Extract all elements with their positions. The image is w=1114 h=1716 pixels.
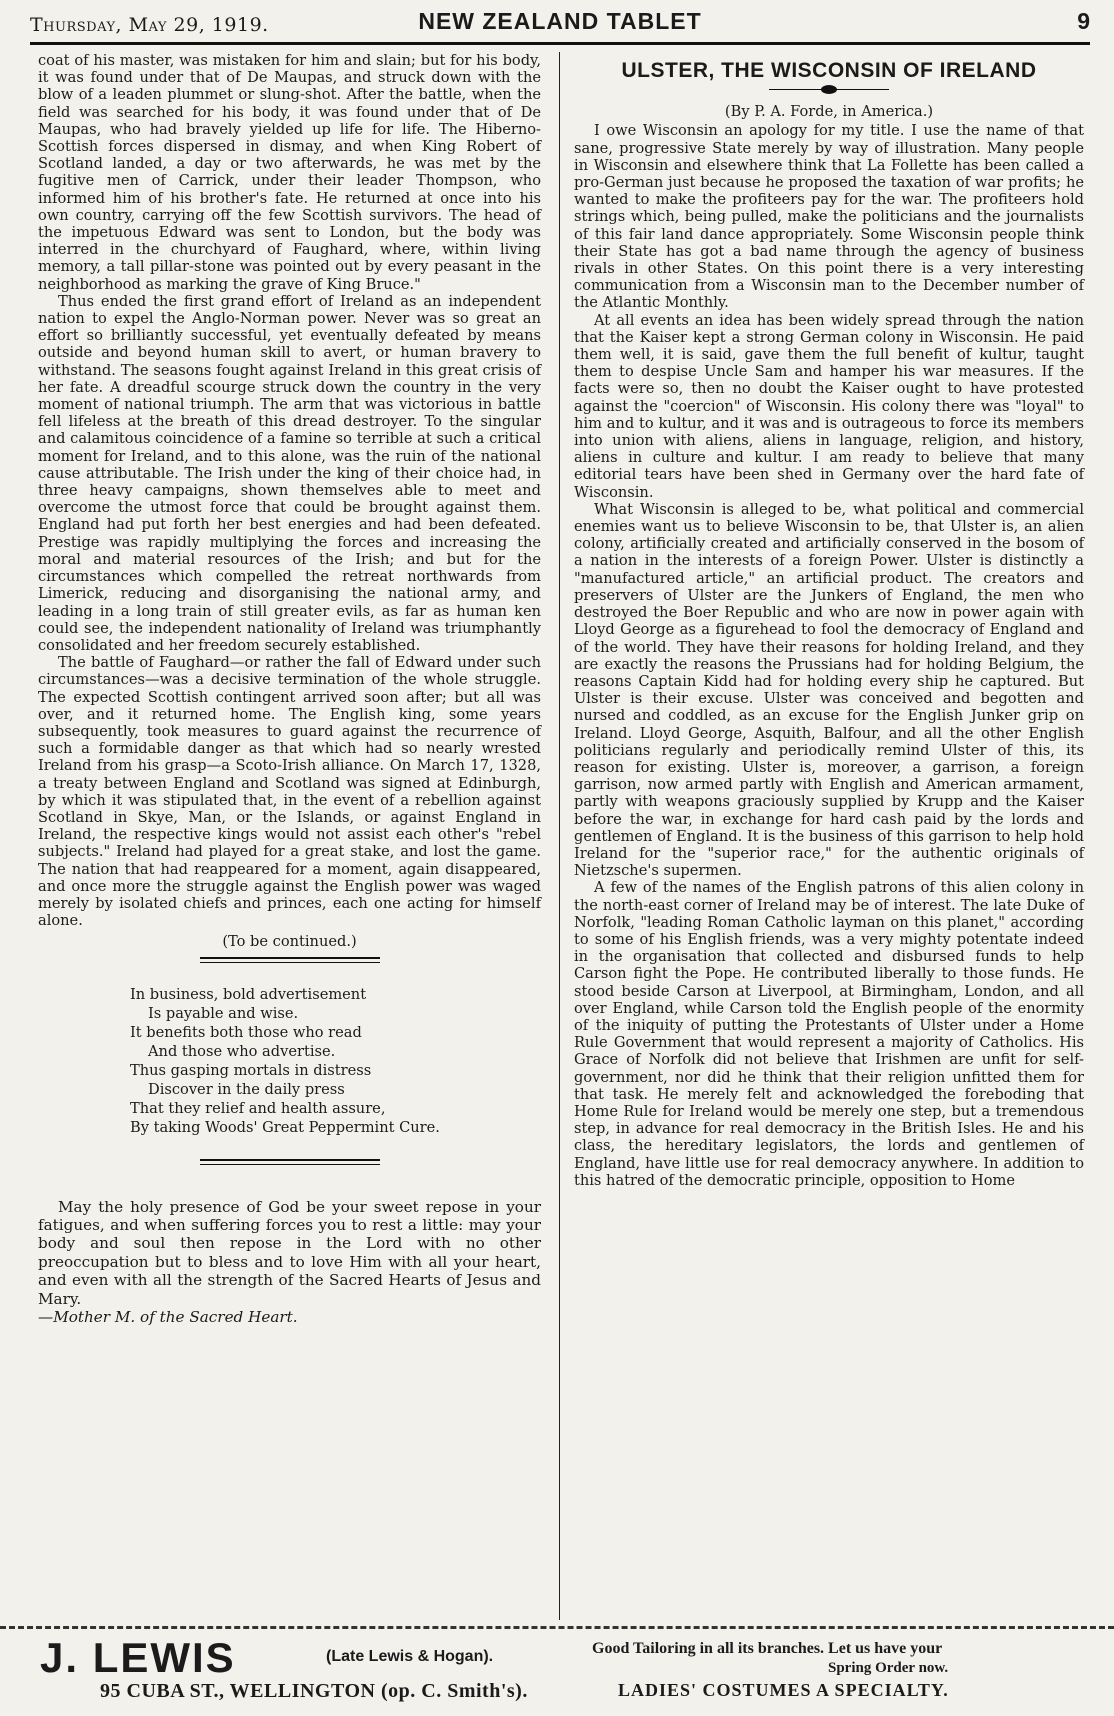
article-paragraph: Thus ended the first grand effort of Ireland as an independent nation to expel the Anglo-Norman power. Never was so great an effort so brilliantly successful, yet eventually defeated by means outside and beyond human skill to avert, or human bravery to withstand. The seasons fought against Ireland in this great crisis of her fate. A dreadful scourge struck down the country in the very moment of national triumph. The arm that was victorious in battle fell lifeless at the breath of this dread destroyer. To the singular and calamitous coincidence of a famine so terrible at such a critical moment for Ireland, and to this alone, was the ruin of the national cause attributable. The Irish under the king of their choice had, in three heavy campaigns, shown themselves able to meet and overcome the utmost force that could be brought against them. England had put forth her best energies and had been defeated. Prestige was rapidly multiplying the forces and increasing the moral and material resources of the Irish; and but for the circumstances which compelled the retreat northwards from Limerick, reducing and disorganising the national army, and leading in a long train of still greater evils, as far as human ken could see, the independent nationality of Ireland was triumphantly consolidated and her freedom securely established.: [38, 292, 541, 654]
advertiser-former-name: (Late Lewis & Hogan).: [326, 1648, 494, 1665]
devotional-quote: [38, 1198, 541, 1327]
advert-specialty: LADIES' COSTUMES A SPECIALTY.: [618, 1680, 949, 1700]
issue-date: Thursday, May 29, 1919.: [30, 14, 269, 36]
poem-line: In business, bold advertisement: [130, 985, 367, 1003]
advertiser-name: J. LEWIS: [40, 1634, 236, 1681]
article-paragraph: At all events an idea has been widely spread through the nation that the Kaiser kept a strong German colony in Wisconsin. He paid them well, it is said, gave them the full benefit of kultur, taught them to despise Uncle Sam and hamper his war measures. If the facts were so, then no doubt the Kaiser ought to have protested against the "coercion" of Wisconsin. His colony there was "loyal" to him and to kultur, and it was and is outrageous to force its members into union with aliens, aliens in language, religion, and history, aliens in culture and kultur. I am ready to believe that many editorial tears have been shed in Germany over the hard fate of Wisconsin.: [574, 311, 1084, 501]
section-rule-thin: [200, 962, 380, 963]
advert-tagline-2: Spring Order now.: [828, 1660, 949, 1676]
section-rule-thin: [200, 1164, 380, 1165]
quote-text: May the holy presence of God be your sweet repose in your fatigues, and when suffering forces you to rest a little: may your body and soul then repose in the Lord with no other preoccupation but to bless and to love Him with all your heart, and even with all the strength of the Sacred Hearts of Jesus and Mary.: [38, 1197, 541, 1308]
article-paragraph: coat of his master, was mistaken for him and slain; but for his body, it was found under that of De Maupas, and struck down with the blow of a leaden plummet or slung-shot. After the battle, when the field was searched for his body, it was found under that of De Maupas, who had bravely yielded up life for life. The Hiberno-Scottish forces dispersed in dismay, and when King Robert of Scotland landed, a day or two afterwards, he was met by the fugitive men of Carrick, under their leader Thompson, who informed him of his brother's fate. He returned at once into his own country, carrying off the few Scottish survivors. The head of the impetuous Edward was sent to London, but the body was interred in the churchyard of Faughard, where, within living memory, a tall pillar-stone was pointed out by every peasant in the neighborhood as marking the grave of King Bruce.": [38, 52, 541, 293]
left-column: [38, 52, 541, 1326]
poem-line: It benefits both those who read: [130, 1023, 362, 1041]
right-column: [574, 52, 1084, 1189]
poem-line: And those who advertise.: [148, 1042, 336, 1060]
masthead: [30, 8, 1090, 38]
article-byline: (By P. A. Forde, in America.): [724, 103, 934, 121]
ornament-rule: [769, 85, 889, 95]
advertiser-address: 95 CUBA ST., WELLINGTON (op. C. Smith's).: [100, 1680, 528, 1702]
to-be-continued: (To be continued.): [222, 933, 357, 951]
footer-advertisement: [0, 1630, 1114, 1716]
poem-line: Is payable and wise.: [148, 1004, 299, 1022]
article-paragraph: The battle of Faughard—or rather the fall of Edward under such circumstances—was a decisive termination of the whole struggle. The expected Scottish contingent arrived soon after; but all was over, and it returned home. The English king, some years subsequently, took measures to guard against the recurrence of such a formidable danger as that which had so nearly wrested Ireland from his grasp—a Scoto-Irish alliance. On March 17, 1328, a treaty between England and Scotland was signed at Edinburgh, by which it was stipulated that, in the event of a rebellion against Scotland in Skye, Man, or the Islands, or against England in Ireland, the respective kings would not assist each other's "rebel subjects." Ireland had played for a great stake, and lost the game. The nation that had reappeared for a moment, again disappeared, and once more the struggle against the English power was waged merely by isolated chiefs and princes, each one acting for himself alone.: [38, 654, 541, 930]
poem-line: By taking Woods' Great Peppermint Cure.: [130, 1118, 440, 1136]
newspaper-title: NEW ZEALAND TABLET: [418, 8, 702, 34]
article-headline: ULSTER, THE WISCONSIN OF IRELAND: [621, 59, 1037, 82]
section-rule: [200, 1159, 380, 1161]
advert-poem: [130, 985, 541, 1137]
advert-tagline: Good Tailoring in all its branches. Let us have your: [592, 1640, 943, 1657]
column-divider: [559, 52, 560, 1620]
page-number: 9: [1077, 8, 1090, 34]
poem-line: Discover in the daily press: [148, 1080, 345, 1098]
article-paragraph: What Wisconsin is alleged to be, what political and commercial enemies want us to believe Wisconsin to be, that Ulster is, an alien colony, artificially created and artificially conserved in the bosom of a nation in the interests of a foreign Power. Ulster is distinctly a "manufactured article," an artificial product. The creators and preservers of Ulster are the Junkers of England, the men who destroyed the Boer Republic and who are now in power again with Lloyd George as a figurehead to fool the democracy of England and of the world. They have their reasons for holding Ireland, and they are exactly the reasons the Prussians had for holding Belgium, the reasons Captain Kidd had for holding every ship he captured. But Ulster is their excuse. Ulster was conceived and begotten and nursed and coddled, as an excuse for the English Junker grip on Ireland. Lloyd George, Asquith, Balfour, and all the other English politicians regularly and periodically remind Ulster of this, its reason for existing. Ulster is, moreover, a garrison, a foreign garrison, now armed partly with English and American armament, partly with weapons graciously supplied by Krupp and the Kaiser before the war, in exchange for hard cash paid by the lords and gentlemen of England. It is the business of this garrison to help hold Ireland for the "superior race," for the authentic originals of Nietzsche's supermen.: [574, 500, 1084, 880]
footer-rule: [0, 1626, 1114, 1629]
quote-attribution: —Mother M. of the Sacred Heart.: [38, 1308, 298, 1326]
ornament-dot: [821, 85, 837, 94]
article-paragraph: A few of the names of the English patrons of this alien colony in the north-east corner of Ireland may be of interest. The late Duke of Norfolk, "leading Roman Catholic layman on this planet," according to some of his English friends, was a very mighty potentate indeed in the organisation that collected and disbursed funds to help Carson fight the Pope. He contributed liberally to those funds. He stood beside Carson at Liverpool, at Birmingham, London, and all over England, while Carson told the English people of the enormity of the iniquity of putting the Protestants of Ulster under a Home Rule Government that would represent a majority of Catholics. His Grace of Norfolk did not believe that Irishmen are unfit for self-government, nor did he think that their religion unfitted them for that task. He merely felt and acknowledged the foreboding that Home Rule for Ireland would be merely one step, but a tremendous step, in advance for real democracy in the British Isles. He and his class, the hereditary legislators, the lords and gentlemen of England, have little use for real democracy anywhere. In addition to this hatred of the democratic principle, opposition to Home: [574, 879, 1084, 1189]
top-rule: [30, 42, 1090, 45]
poem-line: That they relief and health assure,: [130, 1099, 386, 1117]
section-rule: [200, 957, 380, 959]
article-paragraph: I owe Wisconsin an apology for my title. I use the name of that sane, progressive State merely by way of illustration. Many people in Wisconsin and elsewhere think that La Follette has been called a pro-German just because he proposed the taxation of war profits; he wanted to make the profiteers pay for the war. The profiteers hold strings which, being pulled, make the politicians and the journalists of this fair land dance appropriately. Some Wisconsin people think their State has got a bad name through the agency of business rivals in other States. On this point there is a very interesting communication from a Wisconsin man to the December number of the Atlantic Monthly.: [574, 122, 1084, 312]
poem-line: Thus gasping mortals in distress: [130, 1061, 372, 1079]
